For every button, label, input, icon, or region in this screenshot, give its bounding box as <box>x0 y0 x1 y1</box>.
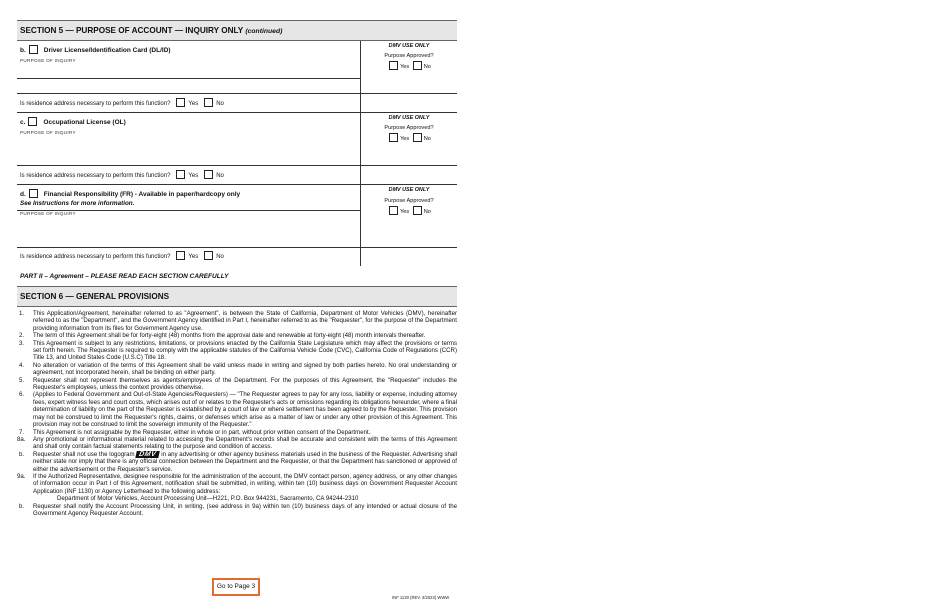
item-c-residence-row <box>17 166 457 185</box>
item-d-residence-row <box>17 248 457 266</box>
dmv-use-only: DMV USE ONLY <box>388 115 430 121</box>
dmv-use-only: DMV USE ONLY <box>388 43 430 49</box>
dmv-use-only: DMV USE ONLY <box>388 187 430 193</box>
provision-item: 9a. If the Authorized Representative, designee responsible for the administration of the account, the DMV contact person, agency address, or any other changes of information occur in Part I of this Agreement, notification shall be submitted, in writing, within ten (10) business days on Government Requester Account Application (INF 1130) or Agency Letterhead to the following address: Department of Motor Vehicles, Account Processing Unit—H221, P.O. Box 944231, Sacramento, CA 94244-2310 <box>17 472 457 503</box>
item-b-checkbox[interactable] <box>29 45 38 54</box>
item-b-residence-row <box>17 94 457 113</box>
dmv-logogram: DMV <box>136 451 161 458</box>
item-b-label: b. Driver License/Identification Card (DL/ID) <box>20 47 171 54</box>
provision-item: 2. The term of this Agreement shall be for forty-eight (48) months from the approval date and renewable at forty-eight (48) month intervals thereafter. <box>19 332 426 340</box>
approved-yes-checkbox[interactable] <box>389 133 398 142</box>
item-d-note: See Instructions for more information. <box>20 200 135 207</box>
form-page <box>17 20 457 517</box>
dmv-use-box <box>360 113 457 165</box>
provision-item: 7. This Agreement is not assignable by the Requester, either in whole or in part, without prior written consent of the Department. <box>19 428 371 436</box>
item-c-checkbox[interactable] <box>28 117 37 126</box>
item-d-checkbox[interactable] <box>29 189 38 198</box>
purpose-of-inquiry-label: PURPOSE OF INQUIRY <box>20 211 76 216</box>
residence-yes-checkbox[interactable] <box>176 251 185 260</box>
go-to-page-3-button[interactable]: Go to Page 3 <box>212 578 260 596</box>
section6-header <box>17 286 457 307</box>
approved-no-checkbox[interactable] <box>413 133 422 142</box>
purpose-approved-label: Purpose Approved? <box>384 53 434 59</box>
residence-yes-checkbox[interactable] <box>176 170 185 179</box>
item-b-row <box>17 41 457 94</box>
provision-item: 4. No alteration or variation of the terms of this Agreement shall be valid unless made in writing and signed by both parties hereto. No oral understanding or agreement, not incorporated herein, shall be binding on either party. <box>19 361 457 377</box>
approval-options: Yes No <box>361 61 457 70</box>
residence-no-checkbox[interactable] <box>204 98 213 107</box>
section5-title: SECTION 5 — PURPOSE OF ACCOUNT — INQUIRY ONLY <box>20 26 244 35</box>
form-footer: INF 1130 (REV. 4/2023) WWW <box>392 595 450 600</box>
item-c-label: c. Occupational License (OL) <box>20 119 126 126</box>
dmv-use-box <box>360 185 457 247</box>
approved-yes-checkbox[interactable] <box>389 206 398 215</box>
section5-header <box>17 20 457 41</box>
divider <box>17 210 360 211</box>
approved-no-checkbox[interactable] <box>413 206 422 215</box>
approval-options: Yes No <box>361 206 457 215</box>
approval-options: Yes No <box>361 133 457 142</box>
item-d-label: d. Financial Responsibility (FR) - Available in paper/hardcopy only <box>20 191 241 198</box>
provision-item: 3. This Agreement is subject to any restrictions, limitations, or provisions enacted by the California State Legislature which may affect the provisions or terms set forth herein. The Requester is required to comply with the applicable statutes of the California Vehicle Code (CVC), California Code of Regulations (CCR) Title 13, and United States Code (U.S.C) Title 18. <box>19 339 457 362</box>
purpose-approved-label: Purpose Approved? <box>384 198 434 204</box>
divider <box>17 78 360 79</box>
approved-no-checkbox[interactable] <box>413 61 422 70</box>
residence-question: Is residence address necessary to perform this function? Yes No <box>20 98 224 107</box>
residence-question: Is residence address necessary to perform this function? Yes No <box>20 170 224 179</box>
residence-yes-checkbox[interactable] <box>176 98 185 107</box>
provision-item: 5. Requester shall not represent themselves as agents/employees of the Department. For the purposes of this Agreement, the "Requester" includes the Requester's employees, unless the context provides otherwise. <box>19 376 457 392</box>
part2-heading: PART II – Agreement – PLEASE READ EACH SECTION CAREFULLY <box>20 273 229 280</box>
residence-question: Is residence address necessary to perform this function? Yes No <box>20 251 224 260</box>
purpose-of-inquiry-label: PURPOSE OF INQUIRY <box>20 58 76 63</box>
residence-no-checkbox[interactable] <box>204 170 213 179</box>
purpose-of-inquiry-label: PURPOSE OF INQUIRY <box>20 130 76 135</box>
provision-item: 8a. Any promotional or informational material related to accessing the Department's records shall be accurate and consistent with the terms of this Agreement and shall only contain factual statements relating to the purpose and condition of access. <box>17 435 457 451</box>
approved-yes-checkbox[interactable] <box>389 61 398 70</box>
provision-item: b. Requester shall notify the Account Processing Unit, in writing, (see address in 9a) within ten (10) business days of any intended or actual closure of the Government Agency Requester Account. <box>19 502 457 517</box>
mailing-address: Department of Motor Vehicles, Account Processing Unit—H221, P.O. Box 944231, Sacramento, CA 94244-2310 <box>57 495 359 503</box>
purpose-approved-label: Purpose Approved? <box>384 125 434 131</box>
section6-title: SECTION 6 — GENERAL PROVISIONS <box>20 292 170 301</box>
residence-no-checkbox[interactable] <box>204 251 213 260</box>
provision-item: 1. This Application/Agreement, hereinafter referred to as "Agreement", is between the State of California, Department of Motor Vehicles (DMV), hereinafter referred to as the "Department", and the Government Agency identified in Part I, hereinafter referred to as the "Requester", for the purpose of the Department providing information from its files for Government Agency use. <box>19 310 457 332</box>
section5-subtitle: (continued) <box>245 28 283 35</box>
provision-item: b. Requester shall not use the logogram DMV in any advertising or other agency business materials used in the business of the Requester. Advertising shall neither state nor imply that there is any official connection between the Department and the Requester, or that the Department has sanctioned or approved of either the advertisement or the Requester's service. <box>19 450 457 473</box>
provision-item: 6. (Applies to Federal Government and Out-of-State Agencies/Requesters) — "The Requester agrees to pay for any loss, liability or expense, including attorney fees, expert witness fees and court costs, which arises out of or relates to the Requester's acts or omissions regarding its obligations hereunder, where a final determination of liability on the part of the Requester is established by a court of law or where settlement has been agreed to by the Requester. This provision may not be construed to limit the Requester's rights, claims, or defenses which arise as a matter of law or under any other provision of this Agreement. This provision may not be construed to limit the sovereign immunity of the Requester." <box>19 391 457 429</box>
item-c-row <box>17 113 457 166</box>
item-d-row <box>17 185 457 248</box>
provisions-list <box>17 310 457 517</box>
dmv-use-box <box>360 41 457 93</box>
